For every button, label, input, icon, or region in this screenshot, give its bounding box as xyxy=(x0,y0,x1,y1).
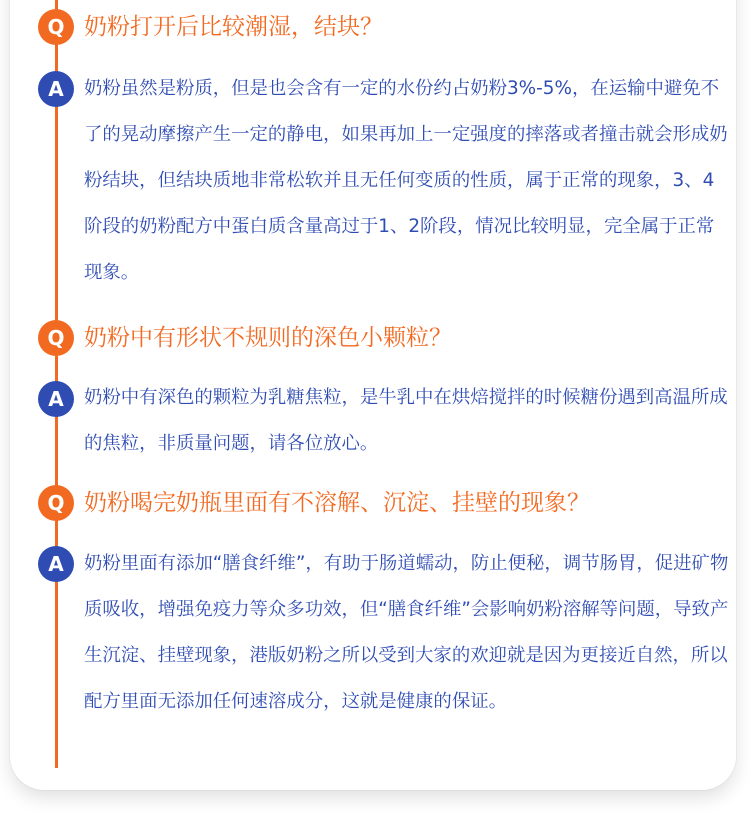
question-badge-2: Q xyxy=(38,320,74,356)
question-title-2: 奶粉中有形状不规则的深色小颗粒？ xyxy=(84,325,452,351)
answer-text-3: 奶粉里面有添加“膳食纤维”，有助于肠道蠕动，防止便秘，调节肠胃，促进矿物质吸收，增强免疫力等众多功效，但“膳食纤维”会影响奶粉溶解等问题，导致产生沉淀、挂壁现象，港版奶粉之所以受到大家的欢迎就是因为更接近自然，所以配方里面无添加任何速溶成分，这就是健康的保证。 xyxy=(84,553,729,712)
answer-text-2: 奶粉中有深色的颗粒为乳糖焦粒，是牛乳中在烘焙搅拌的时候糖份遇到高温所成的焦粒，非质量问题，请各位放心。 xyxy=(84,387,728,454)
question-badge-1: Q xyxy=(38,9,74,45)
answer-badge-2: A xyxy=(38,381,74,417)
question-badge-3: Q xyxy=(38,485,74,521)
question-title-1: 奶粉打开后比较潮湿，结块？ xyxy=(84,14,383,40)
answer-text-1: 奶粉虽然是粉质，但是也会含有一定的水份约占奶粉3%-5%，在运输中避免不了的晃动摩擦产生一定的静电，如果再加上一定强度的摔落或者撞击就会形成奶粉结块，但结块质地非常松软并且无任何变质的性质，属于正常的现象，3、4阶段的奶粉配方中蛋白质含量高过于1、2阶段，情况比较明显，完全属于正常现象。 xyxy=(84,78,728,283)
answer-badge-3: A xyxy=(38,546,74,582)
question-title-3: 奶粉喝完奶瓶里面有不溶解、沉淀、挂壁的现象？ xyxy=(84,490,590,516)
answer-badge-1: A xyxy=(38,71,74,107)
